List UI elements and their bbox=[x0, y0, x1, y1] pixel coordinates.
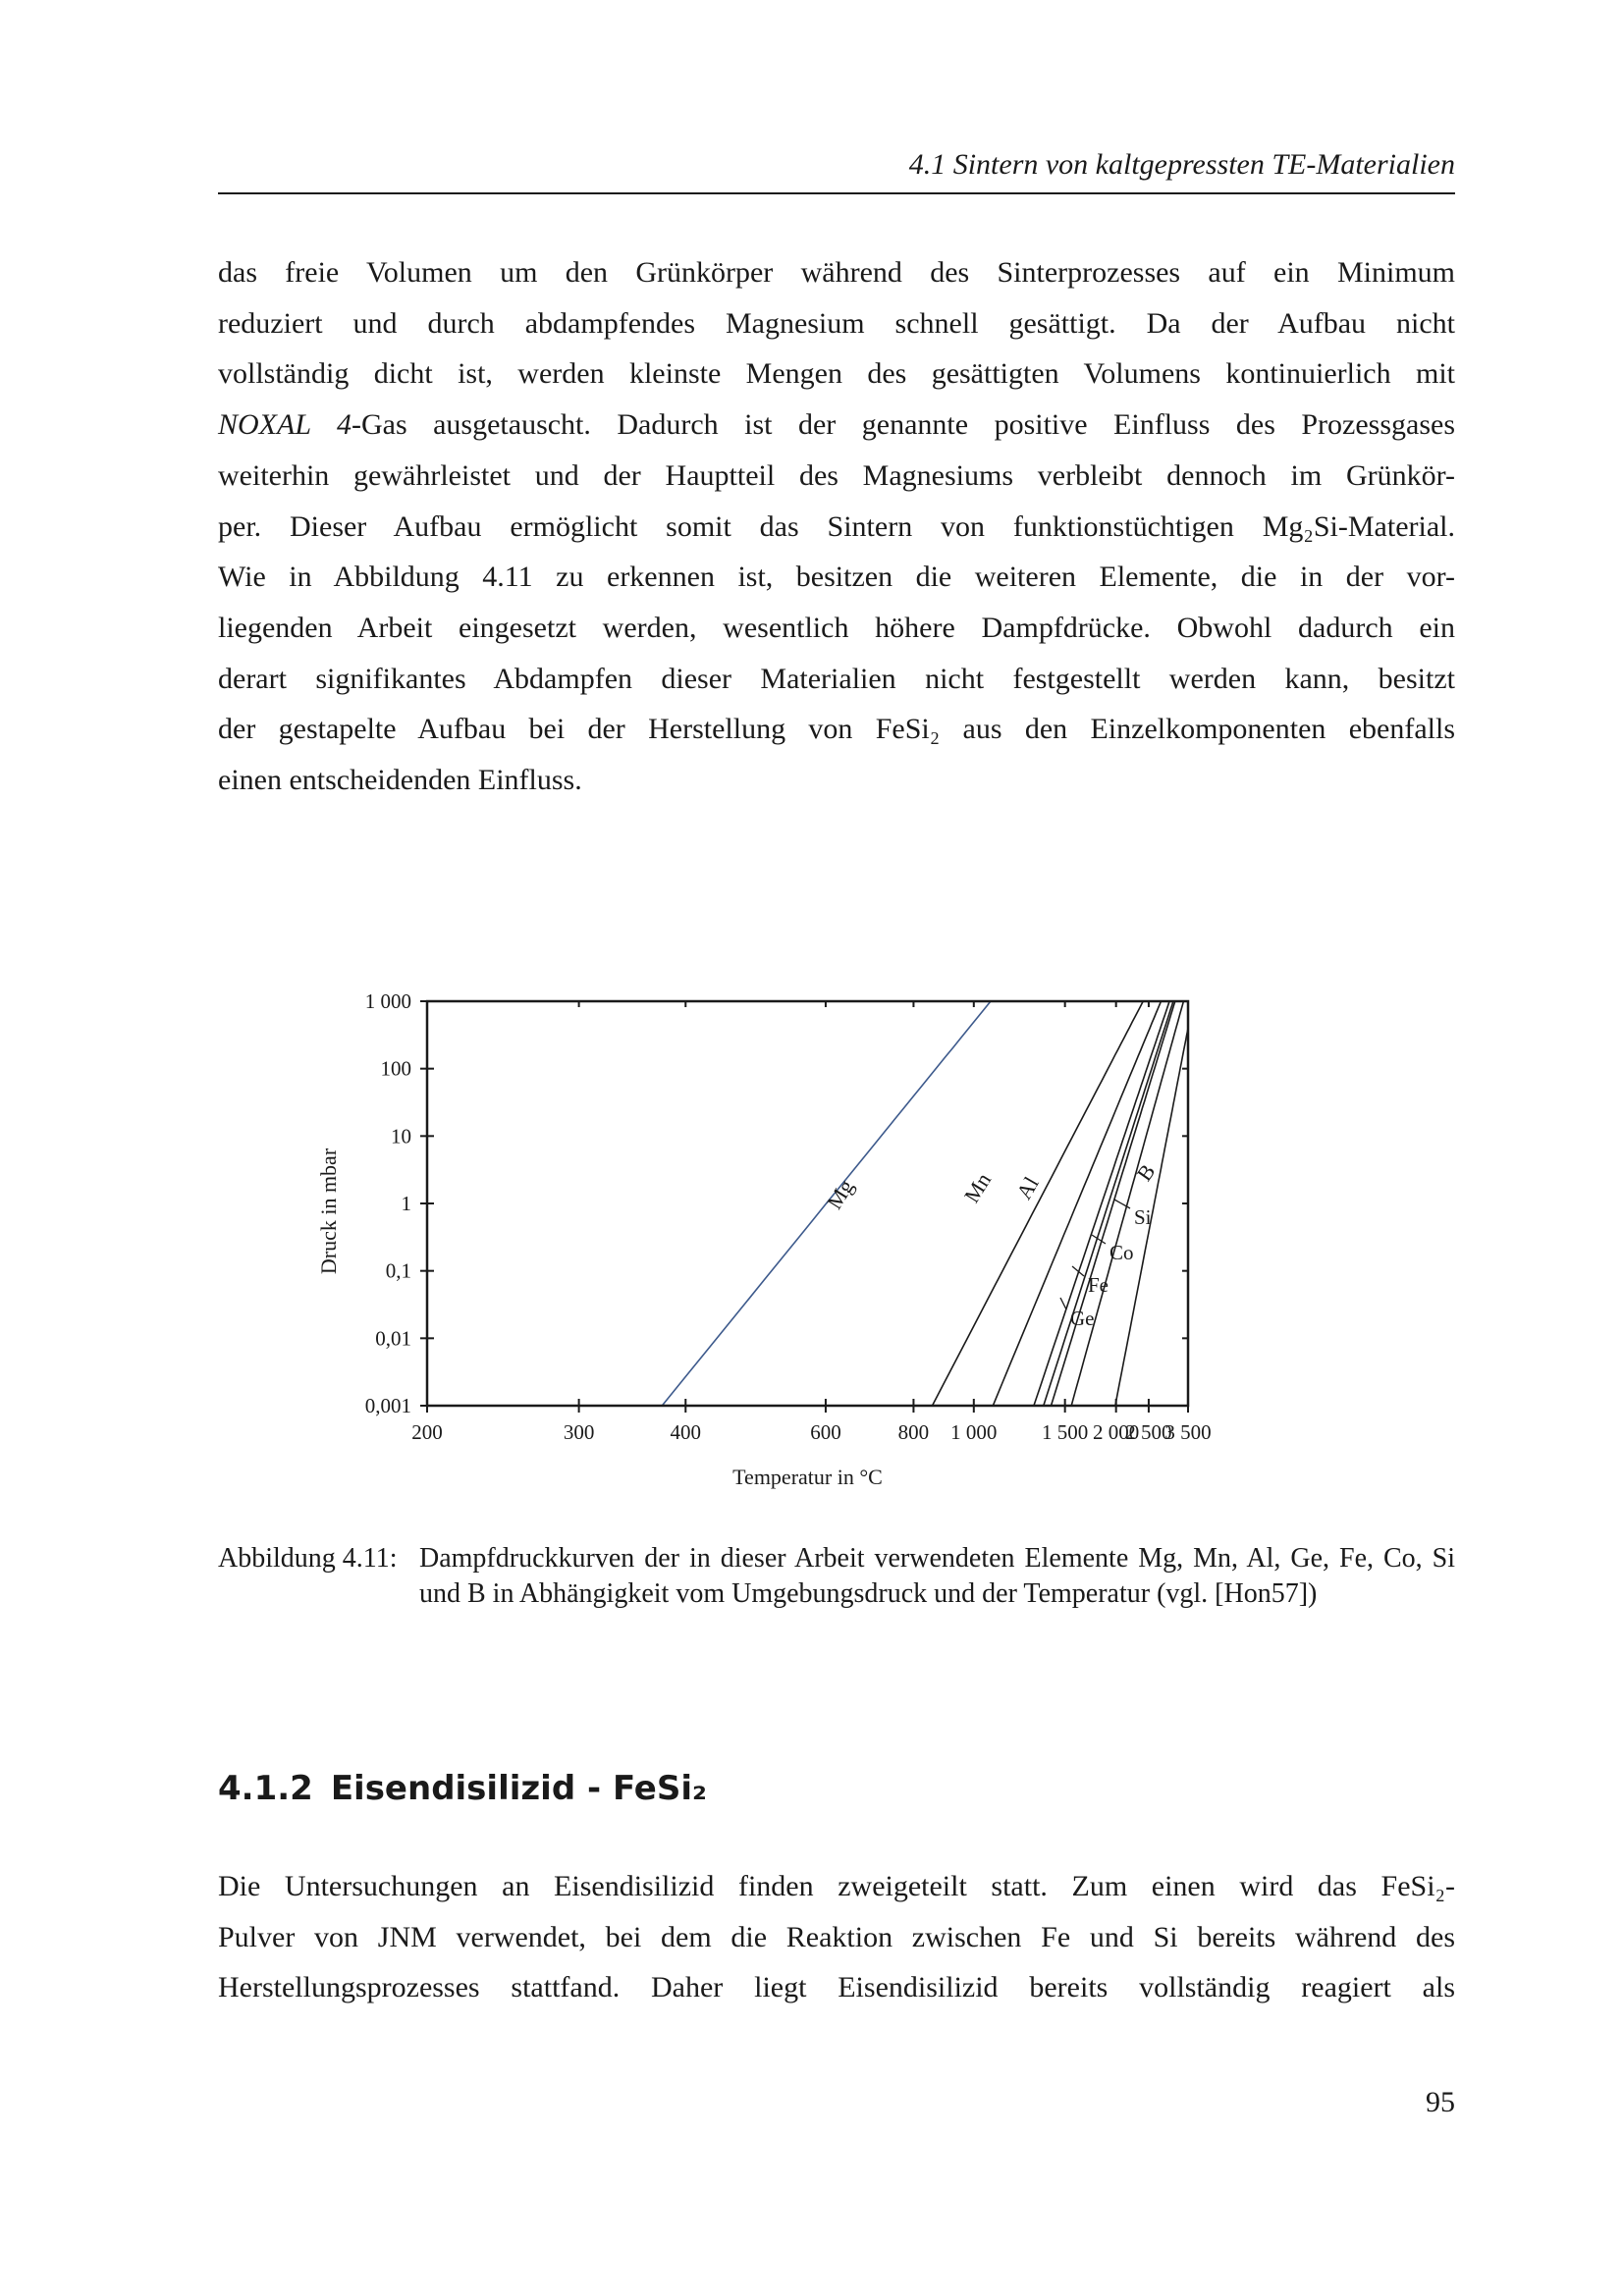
y-tick-label: 1 000 bbox=[364, 989, 411, 1013]
plot-frame bbox=[427, 1001, 1188, 1406]
y-tick-label: 1 bbox=[401, 1192, 411, 1215]
leader-line bbox=[1060, 1298, 1066, 1309]
y-tick-label: 0,001 bbox=[364, 1394, 411, 1417]
text-line: weiterhin gewährleistet und der Hauptteil des Magnesiums verbleibt dennoch im Grünkör- bbox=[218, 458, 1455, 492]
section-number: 4.1.2 bbox=[218, 1769, 313, 1808]
figure-caption bbox=[218, 1541, 1455, 1612]
text-line: NOXAL 4-Gas ausgetauscht. Dadurch ist der genannte positive Einfluss des Prozessgases bbox=[218, 408, 1455, 442]
curve-label-co: Co bbox=[1109, 1241, 1134, 1264]
paragraph-2 bbox=[218, 1861, 1455, 2013]
curve-label-al: Al bbox=[1011, 1172, 1044, 1203]
text-line: das freie Volumen um den Grünkörper während des Sinterprozesses auf ein Minimum bbox=[218, 256, 1455, 289]
x-tick-label: 2 000 bbox=[1093, 1420, 1140, 1444]
curve-label-si: Si bbox=[1134, 1205, 1152, 1229]
y-tick-label: 100 bbox=[380, 1056, 411, 1081]
y-tick-label: 10 bbox=[391, 1124, 411, 1148]
text-line: liegenden Arbeit eingesetzt werden, wesentlich höhere Dampfdrücke. Obwohl dadurch ein bbox=[218, 611, 1455, 644]
text-line: per. Dieser Aufbau ermöglicht somit das Sintern von funktionstüchtigen Mg₂Si-Material. bbox=[218, 509, 1455, 543]
curve-label-fe: Fe bbox=[1088, 1273, 1109, 1297]
page-number: 95 bbox=[1426, 2086, 1455, 2118]
y-axis-label: Druck in mbar bbox=[316, 1148, 341, 1275]
curve-label-mn: Mn bbox=[958, 1168, 997, 1207]
x-tick-label: 300 bbox=[563, 1420, 595, 1444]
x-tick-label: 200 bbox=[411, 1420, 443, 1444]
x-tick-label: 800 bbox=[897, 1420, 930, 1444]
paragraph-1 bbox=[218, 247, 1455, 806]
curve-label-mg: Mg bbox=[821, 1175, 859, 1214]
y-tick-label: 0,01 bbox=[375, 1326, 411, 1351]
text-line: Pulver von JNM verwendet, bei dem die Reaktion zwischen Fe und Si bereits während des bbox=[218, 1920, 1455, 1953]
vapor-pressure-figure bbox=[295, 982, 1237, 1512]
section-heading bbox=[218, 1767, 707, 1810]
text-line: Herstellungsprozesses stattfand. Daher liegt Eisendisilizid bereits vollständig reagiert als bbox=[218, 1971, 1455, 2004]
x-tick-label: 2 500 bbox=[1125, 1420, 1172, 1444]
x-tick-label: 600 bbox=[810, 1420, 841, 1444]
x-axis-label: Temperatur in °C bbox=[732, 1465, 883, 1489]
header-rule bbox=[218, 192, 1455, 194]
curve-mg bbox=[662, 982, 1105, 1406]
x-tick-label: 3 500 bbox=[1164, 1420, 1212, 1444]
curve-label-ge: Ge bbox=[1070, 1307, 1095, 1330]
y-tick-label: 0,1 bbox=[385, 1258, 411, 1283]
text-line: Wie in Abbildung 4.11 zu erkennen ist, besitzen die weiteren Elemente, die in der vor- bbox=[218, 561, 1455, 594]
text-line: vollständig dicht ist, werden kleinste Mengen des gesättigten Volumens kontinuierlich mit bbox=[218, 357, 1455, 391]
x-tick-label: 400 bbox=[670, 1420, 702, 1444]
caption-text: Dampfdruckkurven der in dieser Arbeit verwendeten Elemente Mg, Mn, Al, Ge, Fe, Co, Si und B in Abhängigkeit vom Umgebungsdruck und der Temperatur (vgl. [Hon57]) bbox=[419, 1543, 1455, 1609]
section-title: Eisendisilizid - FeSi₂ bbox=[330, 1769, 707, 1808]
x-tick-label: 1 500 bbox=[1042, 1420, 1089, 1444]
vapor-pressure-chart bbox=[295, 982, 1237, 1512]
x-tick-label: 1 000 bbox=[950, 1420, 998, 1444]
text-line: einen entscheidenden Einfluss. bbox=[218, 764, 582, 797]
text-line: Die Untersuchungen an Eisendisilizid finden zweigeteilt statt. Zum einen wird das FeSi₂- bbox=[218, 1870, 1455, 1902]
curve-si bbox=[1071, 982, 1193, 1406]
running-head: 4.1 Sintern von kaltgepressten TE-Materialien bbox=[908, 148, 1455, 181]
curve-label-b: B bbox=[1131, 1159, 1161, 1186]
text-line: der gestapelte Aufbau bei der Herstellung von FeSi₂ aus den Einzelkomponenten ebenfalls bbox=[218, 713, 1455, 746]
caption-label: Abbildung 4.11: bbox=[218, 1543, 398, 1574]
text-line: derart signifikantes Abdampfen dieser Materialien nicht festgestellt werden kann, besitzt bbox=[218, 662, 1455, 695]
text-line: reduziert und durch abdampfendes Magnesium schnell gesättigt. Da der Aufbau nicht bbox=[218, 306, 1455, 340]
curve-ge bbox=[1034, 982, 1193, 1406]
curve-fe bbox=[1044, 982, 1193, 1406]
